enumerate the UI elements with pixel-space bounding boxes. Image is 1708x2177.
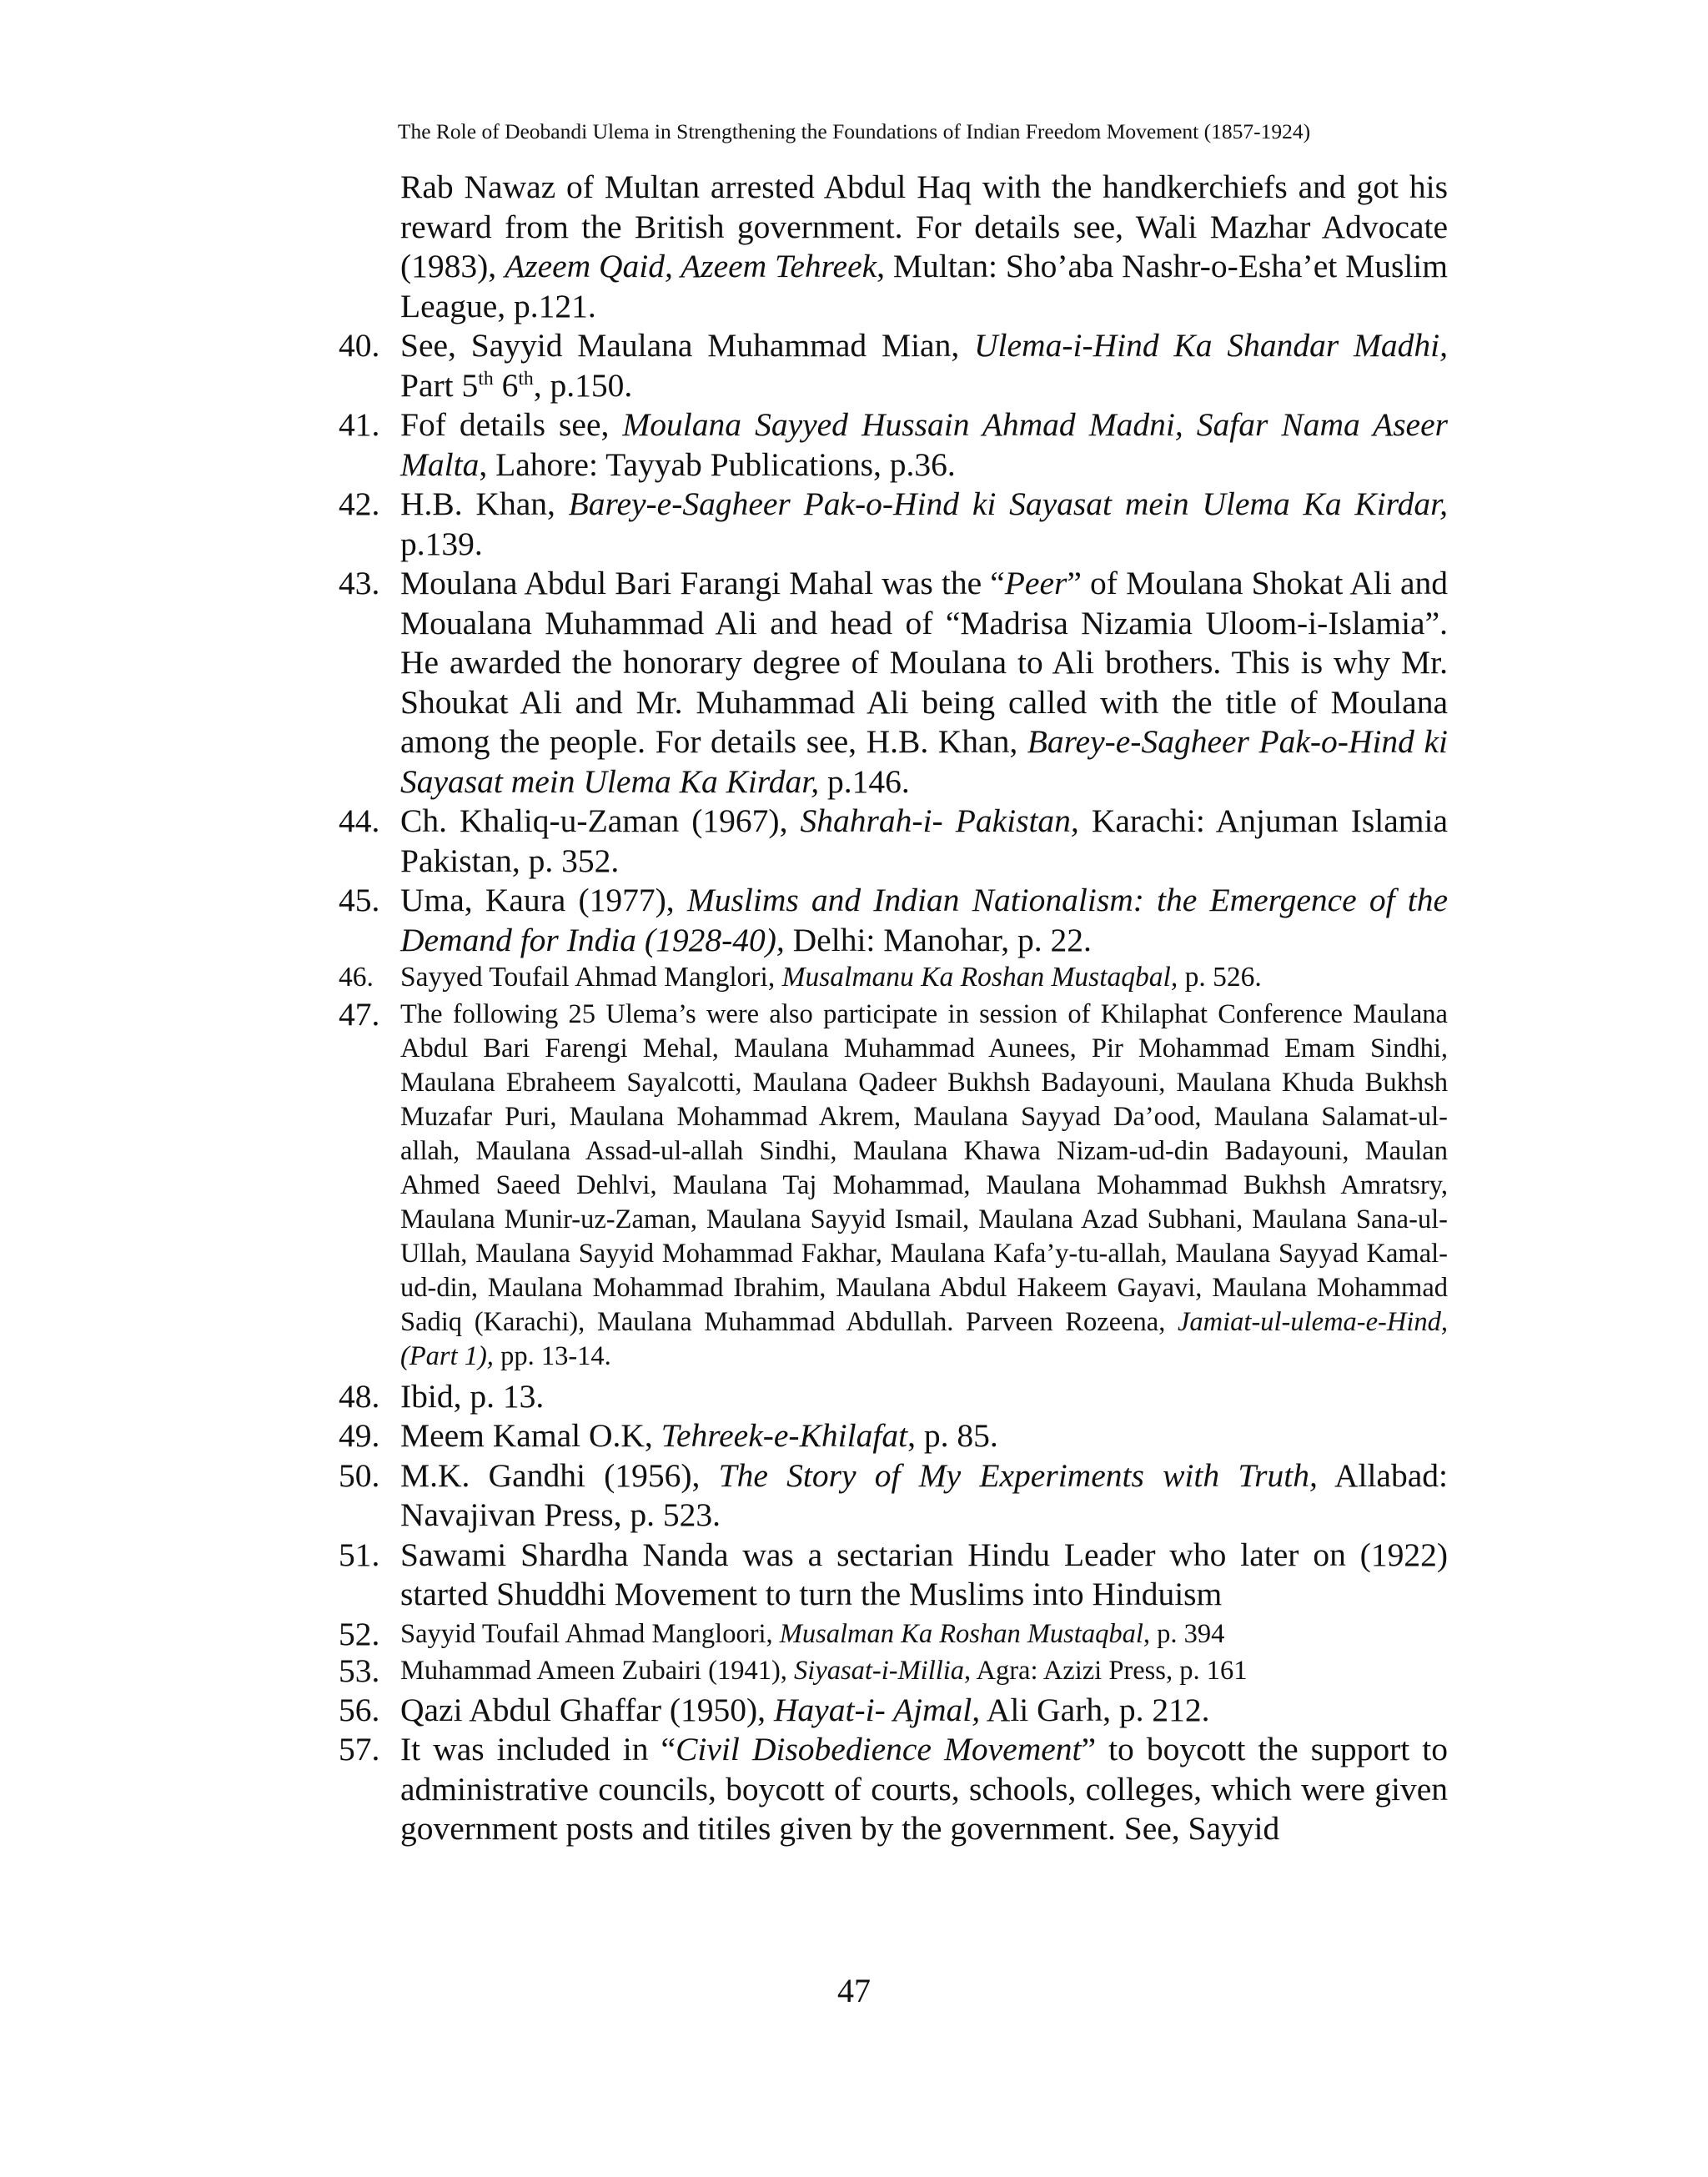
endnotes <box>334 168 1448 1849</box>
endnote-48 <box>334 1377 1448 1417</box>
endnote-number: 47. <box>339 995 380 1033</box>
note-text: M.K. Gandhi (1956), <box>400 1456 719 1494</box>
endnote-body <box>400 1457 1448 1534</box>
endnote-number: 50. <box>339 1456 380 1494</box>
endnote-number: 40. <box>339 327 380 364</box>
note-text: p. 526. <box>1178 962 1262 993</box>
note-text: , p.150. <box>533 366 633 404</box>
endnote-number: 42. <box>339 485 380 522</box>
page-number: 47 <box>837 1972 871 2009</box>
endnote-number: 56. <box>339 1691 380 1728</box>
italic-title: Peer <box>1004 565 1068 601</box>
running-header: The Role of Deobandi Ulema in Strengthening the Foundations of Indian Freedom Movement (1857-1924) <box>397 119 1311 143</box>
superscript: th <box>518 367 534 390</box>
endnote-number: 46. <box>339 962 374 993</box>
note-text: Moulana Abdul Bari Farangi Mahal was the “ <box>400 565 1005 601</box>
endnote-43 <box>334 564 1448 802</box>
endnote-42 <box>334 485 1448 564</box>
note-text: Meem Kamal O.K, <box>400 1417 661 1454</box>
endnote-45 <box>334 881 1448 960</box>
endnote-body <box>400 1536 1448 1613</box>
endnote-number: 57. <box>339 1731 380 1767</box>
note-text: Qazi Abdul Ghaffar (1950), <box>400 1691 774 1728</box>
note-text: Muhammad Ameen Zubairi (1941), <box>400 1655 795 1686</box>
note-text: Uma, Kaura (1977), <box>400 882 687 918</box>
italic-title: Jamiat-ul-ulema-e-Hind, (Part 1), <box>400 1306 1448 1371</box>
endnote-body <box>400 485 1448 562</box>
italic-title: Barey-e-Sagheer Pak-o-Hind ki Sayasat mein Ulema Ka Kirdar, <box>568 485 1448 522</box>
endnote-40 <box>334 326 1448 405</box>
endnote-body <box>400 999 1448 1371</box>
note-text: It was included in “ <box>400 1731 676 1767</box>
note-text: Allabad: Navajivan Press, p. 523. <box>400 1456 1448 1533</box>
endnote-body <box>400 327 1448 404</box>
note-text: ” to boycott the support to administrative councils, boycott of courts, schools, colleges, which were given government posts and titiles given by the government. See, Sayyid <box>400 1731 1449 1847</box>
endnote-number: 52. <box>339 1615 380 1652</box>
endnote-number: 53. <box>339 1652 380 1689</box>
note-text: 6 <box>493 366 519 404</box>
italic-title: Musalman Ka Roshan Mustaqbal <box>779 1618 1143 1649</box>
italic-title: Civil Disobedience Movement <box>676 1731 1082 1767</box>
endnote-body <box>400 1656 1247 1686</box>
note-text: See, Sayyid Maulana Muhammad Mian, <box>400 327 975 364</box>
endnote-body <box>400 565 1448 800</box>
note-text: Ch. Khaliq-u-Zaman (1967), <box>400 802 801 839</box>
note-text: Rab Nawaz of Multan arrested Abdul Haq with the handkerchiefs and got his reward from the British government. For details see, Wali Mazhar Advocate (1983), <box>400 168 1448 284</box>
note-text: Ibid, p. 13. <box>400 1377 545 1415</box>
note-text: p.139. <box>400 525 483 562</box>
endnote-body <box>400 406 1448 483</box>
endnote-50 <box>334 1456 1448 1536</box>
note-text: , Lahore: Tayyab Publications, p.36. <box>479 445 956 483</box>
endnote-number: 41. <box>339 406 380 443</box>
superscript: th <box>478 367 494 390</box>
endnote-56 <box>334 1691 1448 1731</box>
note-text: Sayyid Toufail Ahmad Mangloori, <box>400 1618 780 1649</box>
note-text: Part 5 <box>400 366 479 404</box>
note-text: , Agra: Azizi Press, p. 161 <box>964 1655 1248 1686</box>
italic-title: Musalmanu Ka Roshan Mustaqbal, <box>781 962 1178 993</box>
endnote-body <box>400 1417 998 1454</box>
endnote-number: 45. <box>339 882 380 918</box>
endnote-57 <box>334 1730 1448 1849</box>
endnote-41 <box>334 405 1448 485</box>
note-text: Sayyed Toufail Ahmad Manglori, <box>400 962 782 993</box>
note-text: Karachi: Anjuman Islamia Pakistan, p. 352. <box>400 802 1448 879</box>
endnote-44 <box>334 802 1448 881</box>
italic-title: Tehreek-e-Khilafat <box>661 1417 908 1454</box>
note-text: p.146. <box>819 762 910 800</box>
endnote-body <box>400 1619 1224 1649</box>
note-text: Delhi: Manohar, p. 22. <box>784 921 1092 958</box>
italic-title: Shahrah-i- Pakistan, <box>800 802 1079 839</box>
endnote-number: 43. <box>339 565 380 601</box>
note-text: H.B. Khan, <box>400 485 569 522</box>
endnote-49 <box>334 1416 1448 1456</box>
endnote-51 <box>334 1536 1448 1615</box>
note-text: , Multan: Sho’aba Nashr-o-Esha’et Muslim League, p.121. <box>400 248 1449 324</box>
endnote-number: 44. <box>339 802 380 839</box>
note-text: ” of Moulana Shokat Ali and Moualana Muhammad Ali and head of “Madrisa Nizamia Uloom-i-Islamia”. He awarded the honorary degree of Moulana to Ali brothers. This is why Mr. Shoukat Ali and Mr. Muhammad Ali being called with the title of Moulana among the people. For details see, H.B. Khan, <box>400 565 1448 760</box>
endnote-list <box>334 326 1448 1849</box>
note-text: , p. 394 <box>1143 1618 1225 1649</box>
endnote-number: 49. <box>339 1417 380 1454</box>
endnote-body <box>400 802 1448 879</box>
note-text: Fof details see, <box>400 406 623 443</box>
note-text: The following 25 Ulema’s were also participate in session of Khilaphat Conference Maulana Abdul Bari Farengi Mehal, Maulana Muhammad Aunees, Pir Mohammad Emam Sindhi, Maulana Ebraheem Sayalcotti, Maulana Qadeer Bukhsh Badayouni, Maulana Khuda Bukhsh Muzafar Puri, Maulana Mohammad Akrem, Maulana Sayyad Da’ood, Maulana Salamat-ul-allah, Maulana Assad-ul-allah Sindhi, Maulana Khawa Nizam-ud-din Badayouni, Maulan Ahmed Saeed Dehlvi, Maulana Taj Mohammad, Maulana Mohammad Bukhsh Amratsry, Maulana Munir-uz-Zaman, Maulana Sayyid Ismail, Maulana Azad Subhani, Maulana Sana-ul-Ullah, Maulana Sayyid Mohammad Fakhar, Maulana Kafa’y-tu-allah, Maulana Sayyad Kamal-ud-din, Maulana Mohammad Ibrahim, Maulana Abdul Hakeem Gayavi, Maulana Mohammad Sadiq (Karachi), Maulana Muhammad Abdullah. Parveen Rozeena, <box>400 998 1448 1337</box>
italic-title: Siyasat-i-Millia <box>794 1655 965 1686</box>
note-text: pp. 13-14. <box>493 1340 611 1371</box>
endnote-body <box>400 1378 544 1415</box>
endnote-body <box>400 1692 1210 1728</box>
endnote-46 <box>334 960 1448 996</box>
italic-title: Moulana Sayyed Hussain Ahmad Madni, Safar Nama Aseer Malta <box>400 406 1448 483</box>
endnote-body <box>400 882 1448 958</box>
endnote-53 <box>334 1654 1448 1687</box>
endnote-52 <box>334 1617 1448 1651</box>
note-text: , p. 85. <box>907 1417 998 1454</box>
italic-title: Hayat-i- Ajmal, <box>773 1691 981 1728</box>
endnote-continuation <box>400 168 1448 326</box>
italic-title: Azeem Qaid, Azeem Tehreek <box>505 248 877 284</box>
endnote-number: 51. <box>339 1536 380 1573</box>
italic-title: Barey-e-Sagheer Pak-o-Hind ki Sayasat mein Ulema Ka Kirdar, <box>400 723 1448 800</box>
note-text: Sawami Shardha Nanda was a sectarian Hindu Leader who later on (1922) started Shuddhi Movement to turn the Muslims into Hinduism <box>400 1536 1448 1612</box>
endnote-47 <box>334 995 1448 1374</box>
endnote-body <box>400 1731 1448 1847</box>
note-text: Ali Garh, p. 212. <box>980 1691 1210 1728</box>
italic-title: Ulema-i-Hind Ka Shandar Madhi, <box>974 327 1449 364</box>
endnote-body <box>400 962 1262 993</box>
italic-title: The Story of My Experiments with Truth, <box>718 1456 1318 1494</box>
endnote-number: 48. <box>339 1377 380 1415</box>
italic-title: Muslims and Indian Nationalism: the Emergence of the Demand for India (1928-40), <box>400 882 1448 958</box>
